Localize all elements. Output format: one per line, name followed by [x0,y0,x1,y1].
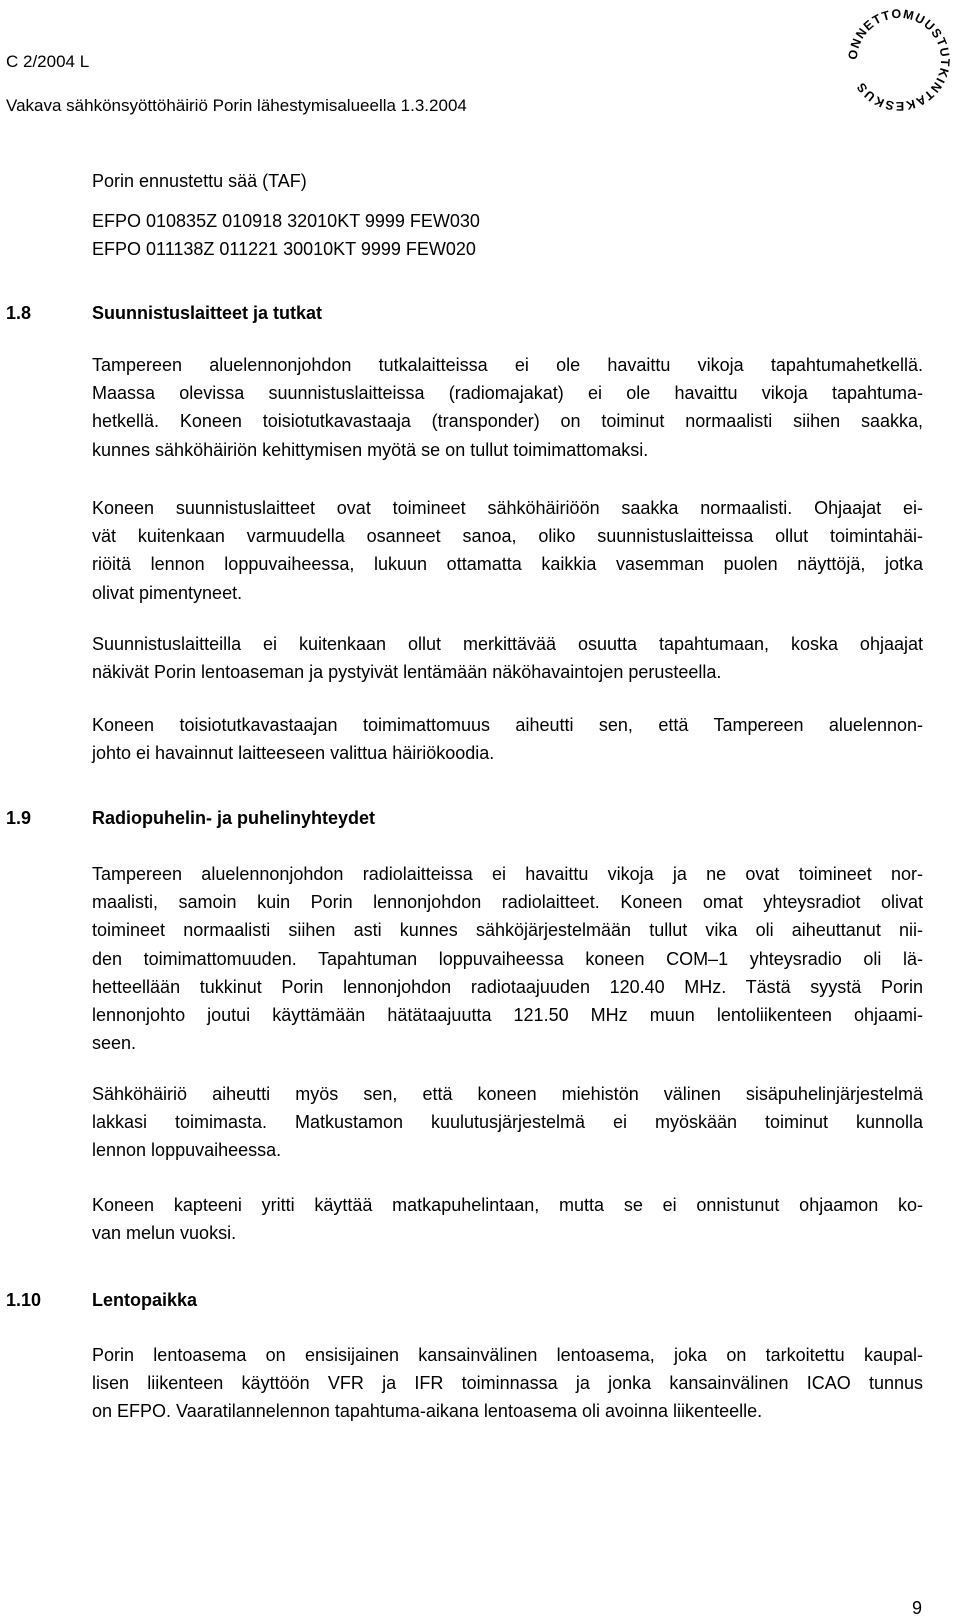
paragraph [92,1080,923,1165]
taf-line-2: EFPO 011138Z 011221 30010KT 9999 FEW020 [92,239,476,259]
paragraph-line: den toimimattomuuden. Tapahtuman loppuvaiheessa koneen COM–1 yhteysradio oli lä- [92,948,923,969]
paragraph-line: lakkasi toimimasta. Matkustamon kuulutusjärjestelmä ei myöskään toiminut kunnolla [92,1112,923,1133]
section-title: Suunnistuslaitteet ja tutkat [92,303,323,323]
paragraph-line: hetkellä. Koneen toisiotutkavastaaja (transponder) on toiminut normaalisti siihen saakka, [92,411,923,432]
section-heading-1-10 [6,1289,197,1311]
paragraph-line: lennonjohto joutui käyttämään hätätaajuutta 121.50 MHz muun lentoliikenteen ohjaami- [92,1005,923,1026]
document-title: Vakava sähkönsyöttöhäiriö Porin lähestymisalueella 1.3.2004 [6,96,467,115]
paragraph [92,630,923,686]
paragraph-line: Sähköhäiriö aiheutti myös sen, että koneen miehistön välinen sisäpuhelinjärjestelmä [92,1084,923,1104]
paragraph-line: hetteellään tukkinut Porin lennonjohdon radiotaajuuden 120.40 MHz. Tästä syystä Porin [92,976,923,997]
page-number: 9 [912,1598,923,1618]
paragraph-line: maalisti, samoin kuin Porin lennonjohdon radiolaitteet. Koneen omat yhteysradiot olivat [92,892,923,913]
taf-title: Porin ennustettu sää (TAF) [92,171,307,191]
paragraph-line: Tampereen aluelennonjohdon tutkalaitteissa ei ole havaittu vikoja tapahtumahetkellä. [92,355,923,375]
paragraph-line: olivat pimentyneet. [92,582,243,603]
paragraph-line: lisen liikenteen käyttöön VFR ja IFR toiminnassa ja jonka kansainvälinen ICAO tunnus [92,1373,923,1394]
svg-text:ONNETTOMUUSTUTKINTAKESKUS: ONNETTOMUUSTUTKINTAKESKUS [845,6,953,114]
paragraph-line: johto ei havainnut laitteeseen valittua häiriökoodia. [92,743,495,764]
section-number: 1.9 [6,808,32,828]
paragraph-line: van melun vuoksi. [92,1223,237,1244]
section-title: Radiopuhelin- ja puhelinyhteydet [92,808,376,828]
section-heading-1-8 [6,302,322,324]
paragraph-line: Tampereen aluelennonjohdon radiolaitteissa ei havaittu vikoja ja ne ovat toimineet nor- [92,864,923,884]
paragraph [92,711,923,767]
paragraph-line: riöitä lennon loppuvaiheessa, lukuun ottamatta kaikkia vasemman puolen näyttöjä, jotka [92,554,923,575]
paragraph-line: vät kuitenkaan varmuudella osanneet sanoa, oliko suunnistuslaitteissa ollut toimintahäi- [92,526,923,547]
section-title: Lentopaikka [92,1290,198,1310]
paragraph-line: Suunnistuslaitteilla ei kuitenkaan ollut merkittävää osuutta tapahtumaan, koska ohjaajat [92,634,923,654]
paragraph-line: näkivät Porin lentoaseman ja pystyivät lentämään näköhavaintojen perusteella. [92,662,722,683]
section-number: 1.10 [6,1290,42,1310]
section-heading-1-9 [6,807,375,829]
paragraph [92,351,923,464]
paragraph-line: Porin lentoasema on ensisijainen kansainvälinen lentoasema, joka on tarkoitettu kaupal- [92,1345,923,1365]
paragraph-line: Koneen toisiotutkavastaajan toimimattomuus aiheutti sen, että Tampereen aluelennon- [92,715,923,735]
paragraph-line: seen. [92,1033,137,1054]
paragraph-line: Koneen suunnistuslaitteet ovat toimineet sähköhäiriöön saakka normaalisti. Ohjaajat ei- [92,498,923,518]
paragraph-line: Koneen kapteeni yritti käyttää matkapuhelintaan, mutta se ei onnistunut ohjaamon ko- [92,1195,923,1215]
section-number: 1.8 [6,303,32,323]
paragraph [92,1341,923,1426]
paragraph [92,860,923,1057]
paragraph-line: kunnes sähköhäiriön kehittymisen myötä se on tullut toimimattomaksi. [92,439,649,460]
paragraph-line: toimineet normaalisti siihen asti kunnes sähköjärjestelmään tullut vika oli aiheuttanut nii- [92,920,923,941]
paragraph [92,494,923,607]
paragraph-line: Maassa olevissa suunnistuslaitteissa (radiomajakat) ei ole havaittu vikoja tapahtuma- [92,383,923,404]
paragraph-line: on EFPO. Vaaratilannelennon tapahtuma-aikana lentoasema oli avoinna liikenteelle. [92,1401,763,1422]
taf-line-1: EFPO 010835Z 010918 32010KT 9999 FEW030 [92,211,480,231]
paragraph-line: lennon loppuvaiheessa. [92,1140,282,1161]
paragraph [92,1191,923,1247]
document-code: C 2/2004 L [6,52,90,71]
onnettomuustutkintakeskus-logo [842,3,956,117]
